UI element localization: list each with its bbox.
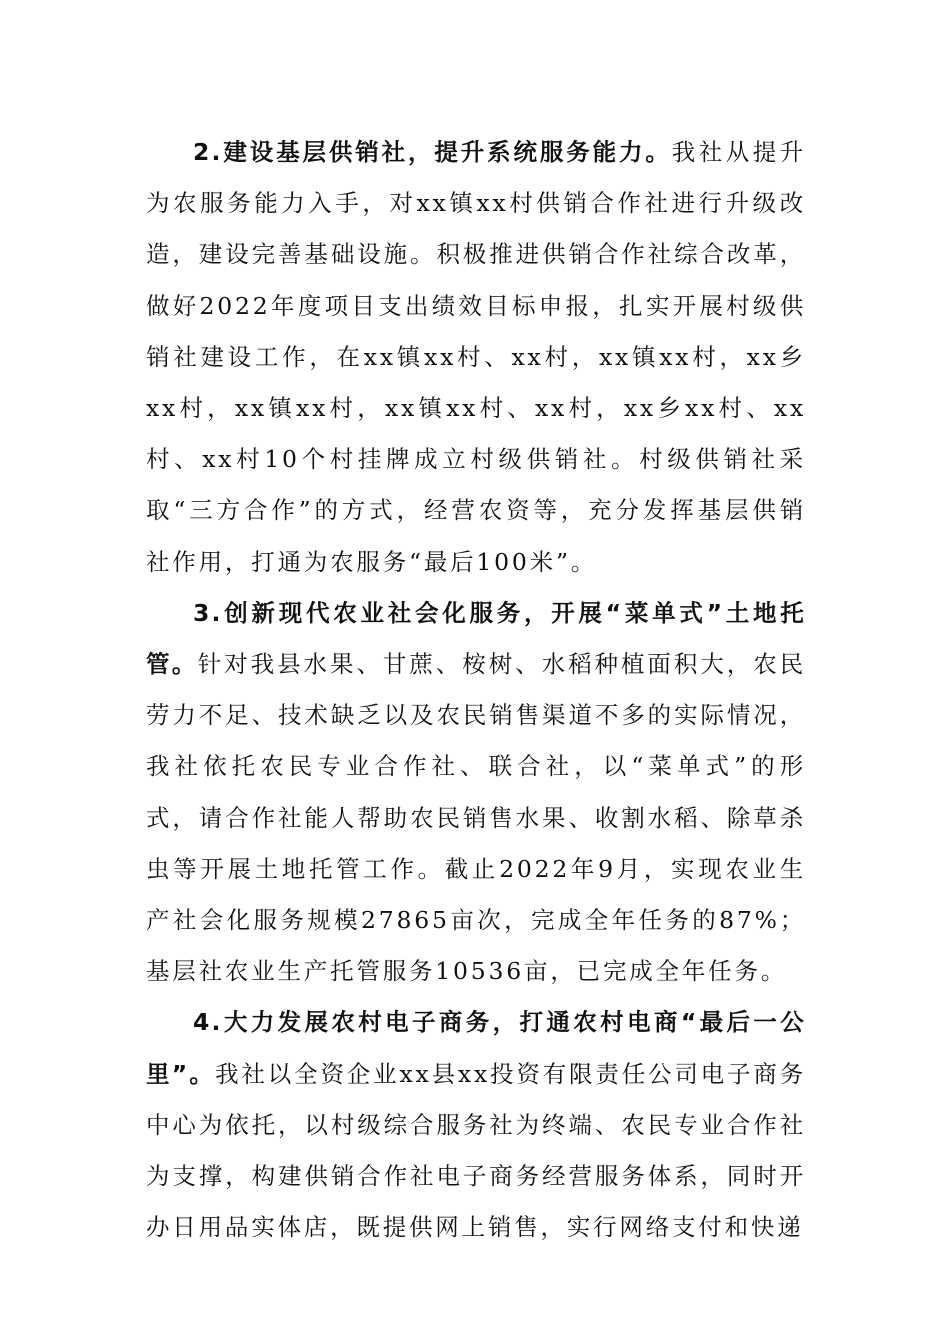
paragraph-2 <box>146 127 806 588</box>
paragraph-2-heading: 2.建设基层供销社，提升系统服务能力。 <box>193 138 672 166</box>
document-body <box>146 127 806 1253</box>
paragraph-4 <box>146 997 806 1253</box>
paragraph-3-heading: 3.创新现代农业社会化服务，开展“菜单式”土地托管。 <box>146 598 806 679</box>
paragraph-4-heading: 4.大力发展农村电子商务，打通农村电商“最后一公里”。 <box>146 1008 806 1088</box>
paragraph-3-text: 针对我县水果、甘蔗、桉树、水稻种植面积大，农民劳力不足、技术缺乏以及农民销售渠道不多的实际情况，我社依托农民专业合作社、联合社，以“菜单式”的形式，请合作社能人帮助农民销售水果、收割水稻、除草杀虫等开展土地托管工作。截止2022年9月，实现农业生产社会化服务规模27865亩次，完成全年任务的87%；基层社农业生产托管服务10536亩，已完成全年任务。 <box>146 650 806 986</box>
paragraph-4-text: 我社以全资企业xx县xx投资有限责任公司电子商务中心为依托，以村级综合服务社为终端、农民专业合作社为支撑，构建供销合作社电子商务经营服务体系，同时开办日用品实体店，既提供网上销售，实行网络支付和快递 <box>146 1059 806 1242</box>
paragraph-2-text: 我社从提升为农服务能力入手，对xx镇xx村供销合作社进行升级改造，建设完善基础设施。积极推进供销合作社综合改革，做好2022年度项目支出绩效目标申报，扎实开展村级供销社建设工作，在xx镇xx村、xx村，xx镇xx村，xx乡xx村，xx镇xx村，xx镇xx村、xx村，xx乡xx村、xx村、xx村10个村挂牌成立村级供销社。村级供销社采取“三方合作”的方式，经营农资等，充分发挥基层供销社作用，打通为农服务“最后100米”。 <box>146 138 807 576</box>
paragraph-3 <box>146 588 806 998</box>
